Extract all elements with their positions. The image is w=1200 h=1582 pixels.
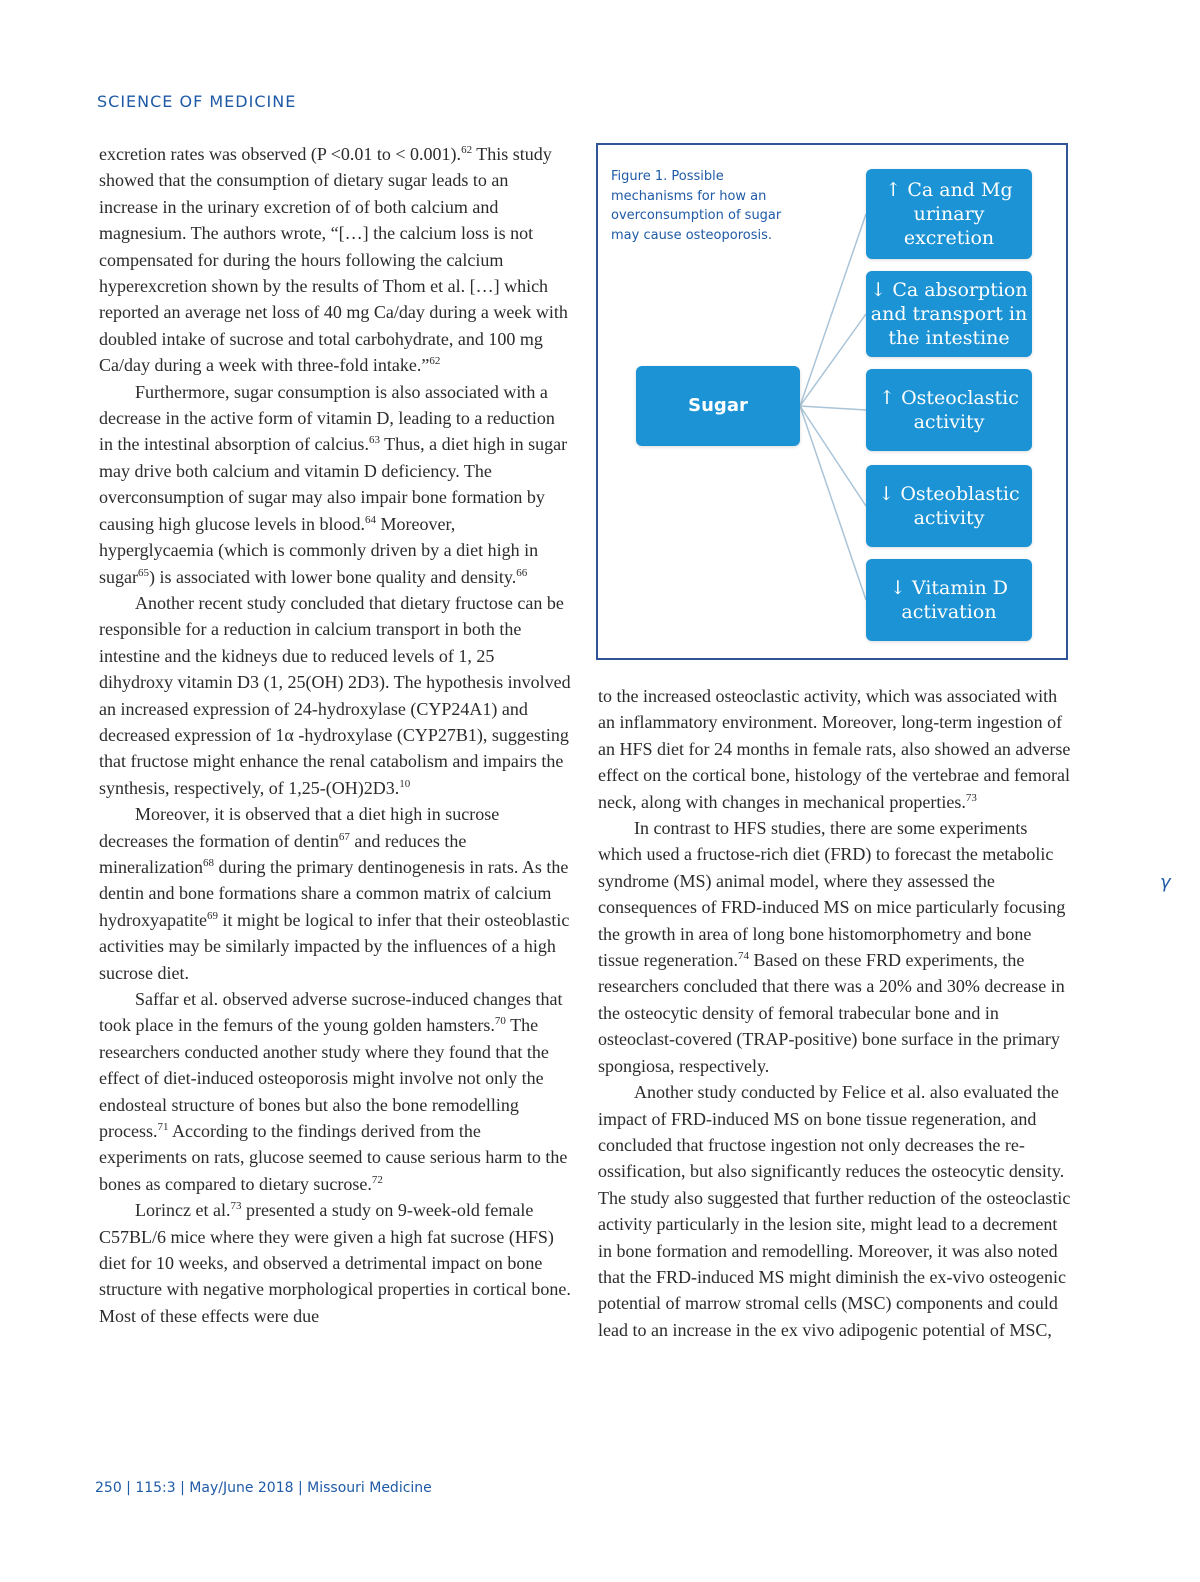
paragraph-text: The researchers conducted another study where they found that the effect of diet-induced osteoporosis might involve not only the endosteal structure of bones but also the bone remodelling process. xyxy=(99,1015,549,1142)
paragraph-text: This study showed that the consumption of dietary sugar leads to an increase in the urinary excretion of of both calcium and magnesium. The authors wrote, “[…] the calcium loss is not compensated for during the hours following the calcium hyperexcretion shown by the results of Thom et al. […] which reported an average net loss of 40 mg Ca/day during a week with doubled intake of sucrose and total carbohydrate, and 100 mg Ca/day during a week with three-fold intake.” xyxy=(99,144,568,376)
outcome-label-line: activity xyxy=(913,411,985,433)
running-head: SCIENCE OF MEDICINE xyxy=(97,92,297,111)
reference-number: 10 xyxy=(399,777,411,790)
reference-number: 74 xyxy=(737,950,749,963)
paragraph-text: In contrast to HFS studies, there are some experiments which used a fructose-rich diet (FRD) to forecast the metabolic syndrome (MS) animal model, where they assessed the consequences of FRD-induced MS on mice particularly focusing the growth in area of long bone histomorphometry and bone tissue regeneration. xyxy=(598,818,1066,971)
left-column xyxy=(99,141,571,1329)
outcome-box xyxy=(866,559,1032,641)
paragraph-text: presented a study on 9-week-old female C57BL/6 mice where they were given a high fat sucrose (HFS) diet for 10 weeks, and observed a detrimental impact on bone structure with negative morphological properties in cortical bone. Most of these effects were due xyxy=(99,1200,571,1326)
reference-number: 73 xyxy=(965,791,977,804)
outcome-box xyxy=(866,369,1032,451)
reference-number: 68 xyxy=(202,856,214,869)
outcome-label-line: activation xyxy=(901,601,997,623)
right-paragraph xyxy=(598,1079,1074,1343)
outcome-label-line: ↓ Osteoblastic xyxy=(878,483,1020,505)
outcome-label-line: urinary xyxy=(913,203,985,225)
connector-line xyxy=(800,406,866,600)
right-column xyxy=(598,683,1074,1343)
outcome-label-line: ↑ Osteoclastic xyxy=(879,387,1019,409)
reference-number: 71 xyxy=(157,1121,169,1134)
paragraph-text: Moreover, it is observed that a diet high in sucrose decreases the formation of dentin xyxy=(99,804,500,851)
paragraph-text: Based on these FRD experiments, the researchers concluded that there was a 20% and 30% decrease in the osteocytic density of femoral trabecular bone and in osteoclast-covered (TRAP-positive) bone surface in the primary spongiosa, respectively. xyxy=(598,950,1065,1076)
outcome-label-line: activity xyxy=(913,507,985,529)
page-footer: 250 | 115:3 | May/June 2018 | Missouri Medicine xyxy=(95,1480,432,1496)
paragraph-text: Furthermore, sugar consumption is also associated with a decrease in the active form of vitamin D, leading to a reduction in the intestinal absorption of calcius. xyxy=(99,381,555,455)
outcome-label-line: ↓ Ca absorption xyxy=(870,279,1028,301)
paragraph-text: According to the findings derived from the experiments on rats, glucose seemed to cause serious harm to the bones as compared to dietary sucrose. xyxy=(99,1121,568,1194)
paragraph-text: Saffar et al. observed adverse sucrose-induced changes that took place in the femurs of the young golden hamsters. xyxy=(99,989,563,1036)
connector-line xyxy=(800,406,866,506)
reference-number: 65 xyxy=(138,566,149,579)
left-paragraph xyxy=(99,1197,571,1329)
paragraph-text: Another recent study concluded that dietary fructose can be responsible for a reduction in calcium transport in both the intestine and the kidneys due to reduced levels of 1, 25 dihydroxy vitamin D3 (1, 25(OH) 2D3). The hypothesis involved an increased expression of 24-hydroxylase (CYP24A1) and decreased expression of 1α -hydroxylase (CYP27B1), suggesting that fructose might enhance the renal catabolism and impairs the synthesis, respectively, of 1,25-(OH)2D3. xyxy=(99,592,571,798)
outcome-label-line: the intestine xyxy=(888,327,1010,349)
reference-number: 73 xyxy=(230,1200,242,1213)
reference-number: 69 xyxy=(206,909,218,922)
left-paragraph xyxy=(99,801,571,986)
paragraph-text: Another study conducted by Felice et al. also evaluated the impact of FRD-induced MS on bone tissue regeneration, and concluded that fructose ingestion not only decreases the re-ossification, but also significantly reduces the osteocytic density. The study also suggested that further reduction of the osteoclastic activity particularly in the lesion site, might lead to a decrement in bone formation and remodelling. Moreover, it was also noted that the FRD-induced MS might diminish the ex-vivo osteogenic potential of marrow stromal cells (MSC) components and could lead to an increase in the ex vivo adipogenic potential of MSC, xyxy=(598,1082,1071,1340)
paragraph-text: it might be logical to infer that their osteoblastic activities may be similarly impacted by the influences of a high sucrose diet. xyxy=(99,909,570,983)
paragraph-text: Thus, a diet high in sugar may drive both calcium and vitamin D deficiency. The overconsumption of sugar may also impair bone formation by causing high glucose levels in blood. xyxy=(99,434,568,534)
connector-line xyxy=(800,214,866,406)
connector-line xyxy=(800,314,866,406)
right-paragraph xyxy=(598,683,1074,815)
connector-line xyxy=(800,406,866,410)
outcome-label-line: excretion xyxy=(903,227,995,249)
paragraph-text: ) is associated with lower bone quality and density. xyxy=(149,566,517,587)
outcome-box xyxy=(866,169,1032,259)
reference-number: 67 xyxy=(338,830,350,843)
margin-mark: γ xyxy=(1160,872,1171,893)
left-paragraph xyxy=(99,141,571,379)
paragraph-text: excretion rates was observed (P <0.01 to < 0.001). xyxy=(99,144,462,164)
paragraph-text: to the increased osteoclastic activity, which was associated with an inflammatory environment. Moreover, long-term ingestion of an HFS diet for 24 months in female rats, also showed an adverse effect on the cortical bone, histology of the vertebrae and femoral neck, along with changes in mechanical properties. xyxy=(598,686,1071,812)
paragraph-text: Lorincz et al. xyxy=(135,1200,231,1221)
figure-caption: Figure 1. Possible mechanisms for how an overconsumption of sugar may cause osteoporosis. xyxy=(611,169,782,243)
left-paragraph xyxy=(99,986,571,1197)
reference-number: 62 xyxy=(429,355,441,368)
reference-number: 72 xyxy=(371,1173,383,1186)
left-paragraph xyxy=(99,590,571,801)
outcome-label-line: ↑ Ca and Mg xyxy=(885,179,1013,201)
right-paragraph xyxy=(598,815,1074,1079)
reference-number: 70 xyxy=(494,1015,506,1028)
sugar-box: Sugar xyxy=(636,366,800,446)
reference-number: 63 xyxy=(368,434,380,447)
reference-number: 62 xyxy=(461,144,473,156)
outcome-label-line: and transport in xyxy=(870,303,1028,325)
reference-number: 66 xyxy=(516,566,528,579)
outcome-box xyxy=(866,271,1032,357)
outcome-box xyxy=(866,465,1032,547)
outcome-label-line: ↓ Vitamin D xyxy=(890,577,1008,599)
paragraph-text: Moreover, hyperglycaemia (which is commonly driven by a diet high in sugar xyxy=(99,513,539,587)
reference-number: 64 xyxy=(364,513,376,526)
figure-1 xyxy=(596,143,1068,660)
left-paragraph xyxy=(99,379,571,590)
paragraph-text: and reduces the mineralization xyxy=(99,830,467,877)
paragraph-text: during the primary dentinogenesis in rats. As the dentin and bone formations share a common matrix of calcium hydroxyapatite xyxy=(99,856,569,930)
